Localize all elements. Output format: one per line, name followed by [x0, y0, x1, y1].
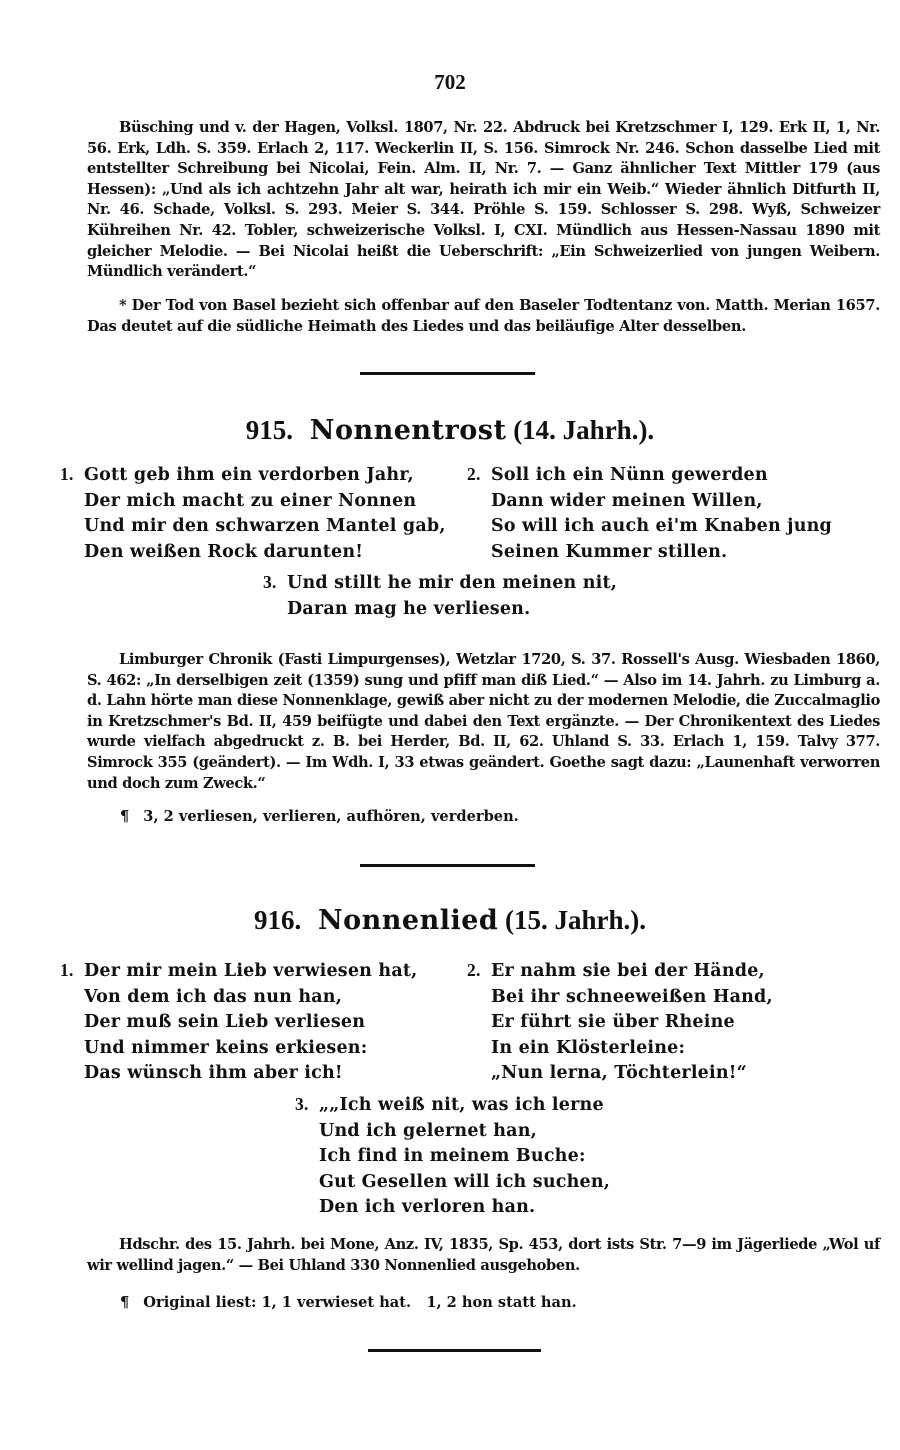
- pilcrow-icon: ¶: [120, 1294, 130, 1311]
- verse-line: „„Ich weiß nit, was ich lerne: [319, 1095, 604, 1115]
- stanza-number: 2.: [467, 960, 481, 980]
- verse-line: Soll ich ein Nünn gewerden: [491, 465, 768, 485]
- verse-line: Daran mag he verliesen.: [287, 598, 531, 619]
- verse-line: Gut Gesellen will ich suchen,: [319, 1171, 611, 1192]
- intro-text: Büsching und v. der Hagen, Volksl. 1807, Nr. 22. Abdruck bei Kretzschmer I, 129. Erk II, 1, Nr. 56. Erk, Ldh. S. 359. Erlach 2, 117. Weckerlin II, S. 156. Simrock Nr. 246. Schon dasselbe Lied mit entstellter Schreibung bei Nicolai, Fein. Alm. II, Nr. 7. — Ganz ähnlicher Text Mittler 179 (aus Hessen): „Und als ich achtzehn Jahr alt war, heirath ich mir ein Weib.“ Wieder ähnlich Ditfurth II, Nr. 46. Schade, Volksl. S. 293. Meier S. 344. Pröhle S. 159. Schlosser S. 298. Wyß, Schweizer Kühreihen Nr. 42. Tobler, schweizerische Volksl. I, CXI. Mündlich aus Hessen-Nassau 1890 mit gleicher Melodie. — Bei Nicolai heißt die Ueberschrift: „Ein Schweizerlied von jungen Weibern. Mündlich verändert.“: [87, 119, 880, 281]
- song-number: 916.: [253, 905, 302, 935]
- verse-line: Das wünsch ihm aber ich!: [84, 1063, 343, 1083]
- song-heading-916: [0, 905, 900, 936]
- verse-line: Und stillt he mir den meinen nit,: [287, 573, 618, 593]
- stanza-number: 1.: [60, 960, 74, 980]
- verse-line: Und ich gelernet han,: [319, 1120, 537, 1141]
- footnote: [87, 295, 880, 337]
- stanza-916-2: [467, 958, 773, 1087]
- verse-line: Den ich verloren han.: [319, 1197, 536, 1217]
- verse-line: Bei ihr schneeweißen Hand,: [491, 986, 773, 1007]
- commentary-916: [87, 1235, 880, 1276]
- verse-line: Der muß sein Lieb verliesen: [84, 1012, 366, 1032]
- song-title: Nonnentrost: [309, 415, 507, 446]
- verse-line: Und nimmer keins erkiesen:: [84, 1037, 368, 1058]
- song-number: 915.: [245, 415, 294, 445]
- song-date: (15. Jahrh.).: [505, 905, 647, 935]
- stanza-915-2: [467, 462, 832, 565]
- stanza-number: 1.: [60, 464, 74, 484]
- section-divider: [360, 372, 535, 375]
- verse-line: Den weißen Rock darunten!: [84, 541, 364, 562]
- stanza-916-3: [295, 1092, 610, 1221]
- verse-line: So will ich auch ei'm Knaben jung: [491, 516, 832, 536]
- verse-line: Der mich macht zu einer Nonnen: [84, 490, 417, 511]
- verse-line: „Nun lerna, Töchterlein!“: [491, 1063, 747, 1083]
- stanza-915-3: [263, 570, 617, 622]
- song-date: (14. Jahrh.).: [513, 415, 655, 445]
- note-text: 3, 2 verliesen, verlieren, aufhören, verderben.: [143, 808, 519, 825]
- footnote-text: * Der Tod von Basel bezieht sich offenbar auf den Baseler Todtentanz von. Matth. Merian 1657. Das deutet auf die südliche Heimath des Liedes und das beiläufige Alter desselben.: [87, 297, 880, 335]
- verse-line: Dann wider meinen Willen,: [491, 490, 763, 511]
- verse-line: Gott geb ihm ein verdorben Jahr,: [84, 465, 414, 485]
- stanza-916-1: [60, 958, 417, 1087]
- pilcrow-icon: ¶: [120, 808, 130, 825]
- stanza-number: 2.: [467, 464, 481, 484]
- section-divider: [368, 1349, 541, 1352]
- verse-line: Seinen Kummer stillen.: [491, 541, 728, 562]
- song-heading-915: [0, 415, 900, 446]
- section-divider: [360, 864, 535, 867]
- note-text: Original liest: 1, 1 verwieset hat. 1, 2 hon statt han.: [143, 1294, 577, 1311]
- textual-note-916: [120, 1294, 577, 1311]
- textual-note-915: [120, 808, 519, 825]
- verse-line: Von dem ich das nun han,: [84, 986, 343, 1007]
- verse-line: Er führt sie über Rheine: [491, 1012, 735, 1032]
- stanza-number: 3.: [263, 572, 277, 592]
- intro-paragraph: [87, 118, 880, 283]
- verse-line: Der mir mein Lieb verwiesen hat,: [84, 961, 418, 981]
- commentary-text: Limburger Chronik (Fasti Limpurgenses), Wetzlar 1720, S. 37. Rossell's Ausg. Wiesbaden 1860, S. 462: „In derselbigen zeit (1359) sung und pfiff man diß Lied.“ — Also im 14. Jahrh. zu Limburg a. d. Lahn hörte man diese Nonnenklage, gewiß aber nicht zu der modernen Melodie, die Zuccalmaglio in Kretzschmer's Bd. II, 459 beifügte und dabei den Text ergänzte. — Der Chronikentext des Liedes wurde vielfach abgedruckt z. B. bei Herder, Bd. II, 62. Uhland S. 33. Erlach 1, 159. Talvy 377. Simrock 355 (geändert). — Im Wdh. I, 33 etwas geändert. Goethe sagt dazu: „Launenhaft verworren und doch zum Zweck.“: [87, 651, 880, 792]
- commentary-text: Hdschr. des 15. Jahrh. bei Mone, Anz. IV, 1835, Sp. 453, dort ists Str. 7—9 im Jägerliede „Wol uf wir wellind jagen.“ — Bei Uhland 330 Nonnenlied ausgehoben.: [87, 1236, 880, 1274]
- commentary-915: [87, 650, 880, 794]
- verse-line: Und mir den schwarzen Mantel gab,: [84, 516, 446, 536]
- verse-line: In ein Klösterleine:: [491, 1037, 686, 1058]
- stanza-number: 3.: [295, 1094, 309, 1114]
- verse-line: Ich find in meinem Buche:: [319, 1146, 586, 1166]
- verse-line: Er nahm sie bei der Hände,: [491, 961, 765, 981]
- page-number: 702: [434, 70, 466, 94]
- song-title: Nonnenlied: [317, 905, 499, 936]
- stanza-915-1: [60, 462, 446, 565]
